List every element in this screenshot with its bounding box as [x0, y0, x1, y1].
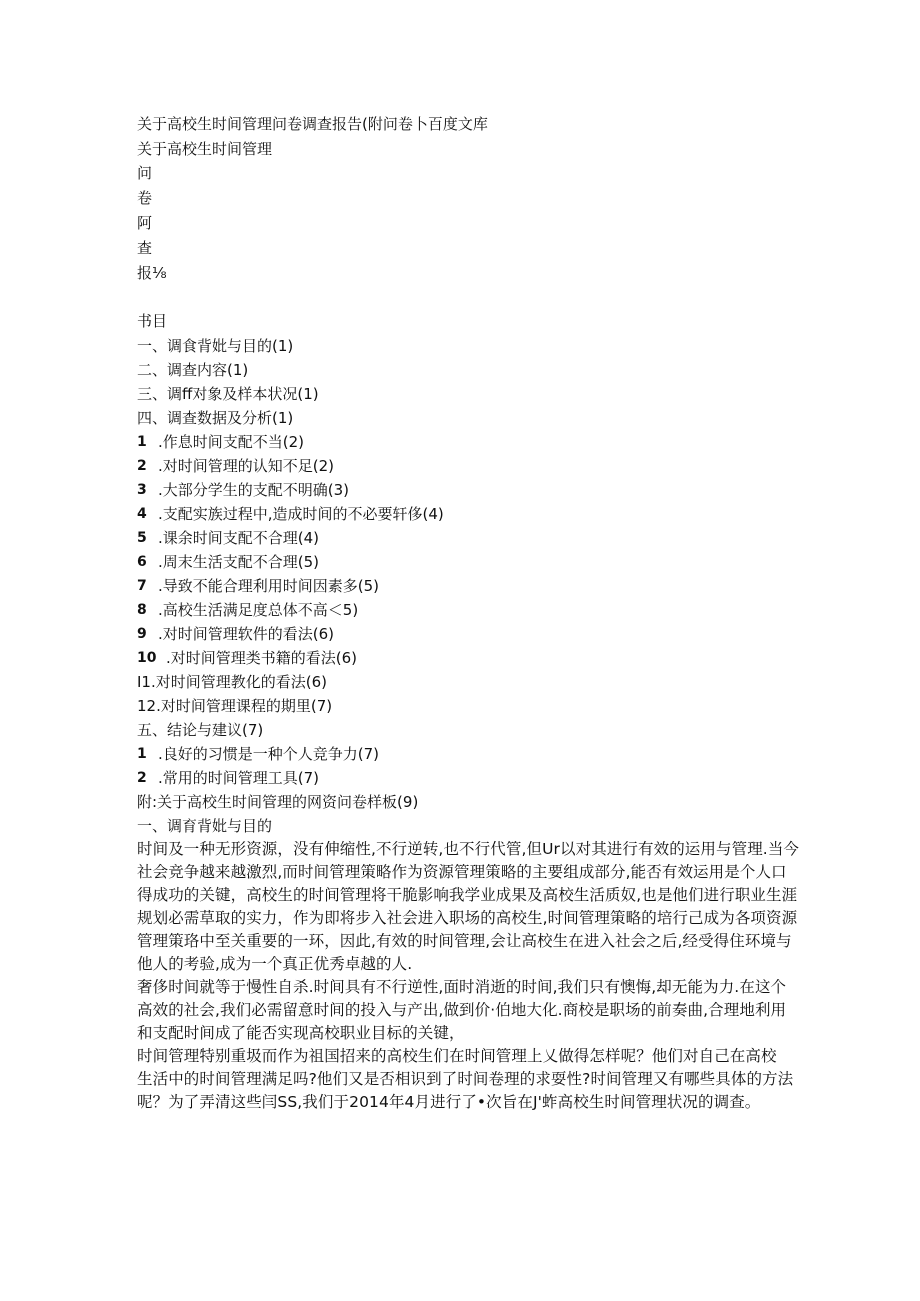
paragraph-line: 得成功的关键，高校生的时间管理将干脆影响我学业成果及高校生活质奴,也是他们进行职业生涯	[137, 886, 798, 904]
toc-subitem-number: 1	[137, 434, 147, 450]
toc-subitem-text: .作息时间支配不当(2)	[158, 433, 305, 451]
toc-item: 二、调查内容(1)	[137, 361, 249, 379]
paragraph-line: 高效的社会,我们必需留意时间的投入与产出,做到价·伯地大化.商校是职场的前奏曲,合理地利用	[137, 1001, 787, 1019]
toc-subitem-number: 8	[137, 602, 147, 618]
vertical-title-char: 报⅛	[137, 264, 167, 282]
toc-subitem-text: .对时间管理类书籍的看法(6)	[166, 649, 358, 667]
toc-subitem-text: .支配实族过程中,造成时间的不必要轩侈(4)	[158, 505, 444, 523]
paragraph-line: 和支配时间成了能否实现高校职业目标的关键，	[137, 1024, 465, 1042]
paragraph-line: 奢侈时间就等于慢性自杀.时间具有不行逆性,面时消逝的时间,我们只有懊悔,却无能为力.在这个	[137, 978, 787, 996]
paragraph-line: 时间及一种无形资源，没有伸缩性,不行逆转,也不行代管,但Ur以对其进行有效的运用与管理.当今	[137, 840, 800, 858]
paragraph-line: 管理策珞中至关重要的一环，因此,有效的时间管理,会让高校生在进入社会之后,经受得住环境与	[137, 932, 792, 950]
document-title: 关于高校生时间管理问卷调查报告(附问卷卜百度文库	[137, 115, 488, 133]
toc-subitem-text: .对时间管理软件的看法(6)	[158, 625, 335, 643]
toc-subitem: I1.对时间管理教化的看法(6)	[137, 673, 327, 691]
toc-subitem-number: 1	[137, 746, 147, 762]
toc-subitem-number: 4	[137, 506, 147, 522]
toc-subitem-number: 2	[137, 458, 147, 474]
toc-subitem-text: .常用的时间管理工具(7)	[158, 769, 320, 787]
vertical-title-char: 查	[137, 239, 153, 257]
toc-subitem-text: .对时间管理的认知不足(2)	[158, 457, 335, 475]
toc-subitem: 12.对时间管理课程的期里(7)	[137, 697, 333, 715]
vertical-title-char: 卷	[137, 189, 153, 207]
toc-subitem-text: .周末生活支配不合理(5)	[158, 553, 320, 571]
toc-subitem-text: .高校生活满足度总体不高＜5)	[158, 601, 359, 619]
toc-item: 五、结论与建议(7)	[137, 721, 264, 739]
toc-subitem-number: 2	[137, 770, 147, 786]
toc-subitem-number: 9	[137, 626, 147, 642]
document-subtitle: 关于高校生时间管理	[137, 140, 273, 158]
paragraph-line: 生活中的时间管理满足吗?他们又是否相识到了时间卷理的求耍性?时间管理又有哪些具体的方法	[137, 1070, 794, 1088]
toc-subitem-number: 3	[137, 482, 147, 498]
toc-subitem-text: .大部分学生的支配不明确(3)	[158, 481, 350, 499]
toc-subitem-number: 5	[137, 530, 147, 546]
paragraph-line: 规划必需草取的实力，作为即将步入社会进入职场的高校生,时间管理策略的培行己成为各项资源	[137, 909, 798, 927]
toc-item: 三、调ff对象及样本状况(1)	[137, 385, 319, 403]
section-heading: 一、调育背妣与目的	[137, 817, 273, 835]
toc-subitem-text: .导致不能合理利用时间因素多(5)	[158, 577, 380, 595]
toc-appendix: 附:关于高校生时间管理的网资问卷样板(9)	[137, 793, 419, 811]
vertical-title-char: 阿	[137, 214, 153, 232]
toc-subitem-number: 7	[137, 578, 147, 594]
paragraph-line: 时间管理特别重圾而作为祖国招来的高校生们在时间管理上乂做得怎样呢？他们对自己在高校	[137, 1047, 777, 1065]
vertical-title-char: 问	[137, 164, 153, 182]
toc-subitem-text: .良好的习惯是一种个人竞争力(7)	[158, 745, 380, 763]
toc-heading: 书目	[137, 312, 168, 330]
toc-subitem-number: 10	[137, 650, 157, 666]
paragraph-line: 社会竞争越来越激烈,而时间管理策略作为资源管理策略的主要组成部分,能否有效运用是个人口	[137, 863, 787, 881]
toc-item: 一、调食背妣与目的(1)	[137, 337, 294, 355]
toc-subitem-number: 6	[137, 554, 147, 570]
toc-item: 四、调查数据及分析(1)	[137, 409, 294, 427]
paragraph-line: 呢？为了弄清这些闫SS,我们于2014年4月进行了•次旨在J'蚱高校生时间管理状况的调查。	[137, 1093, 761, 1111]
paragraph-line: 他人的考验,成为一个真正优秀卓越的人.	[137, 955, 413, 973]
toc-subitem-text: .课余时间支配不合理(4)	[158, 529, 320, 547]
